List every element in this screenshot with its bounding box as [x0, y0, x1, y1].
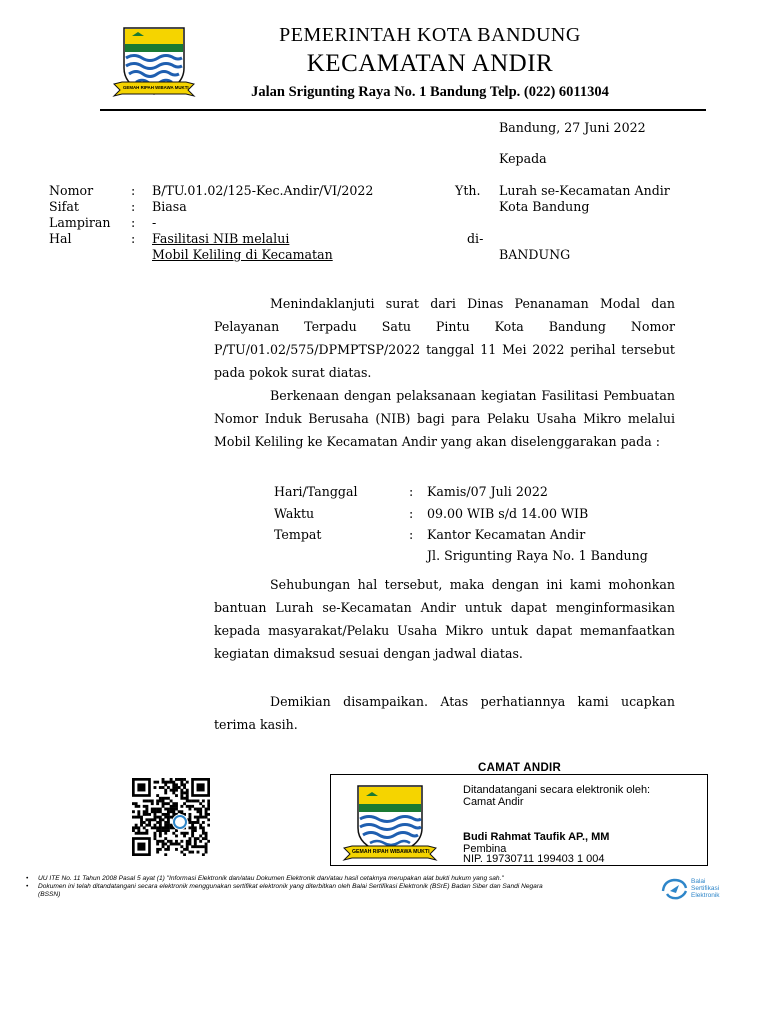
schedule-label-place: Tempat [274, 527, 322, 542]
recipient-line-2: Kota Bandung [499, 199, 590, 214]
qr-code [132, 778, 210, 856]
footer-note-2: Dokumen ini telah ditandatangani secara elektronik menggunakan sertifikat elektronik yang diterbitkan oleh Balai Sertifikasi Elektronik (BSrE) Badan Siber dan Sandi Negara [38, 883, 543, 890]
meta-value-hal-2: Mobil Keliling di Kecamatan [152, 247, 333, 262]
recipient-line-1: Lurah se-Kecamatan Andir [499, 183, 670, 198]
signer-name: Budi Rahmat Taufik AP., MM [463, 831, 610, 843]
kepada-label: Kepada [499, 151, 547, 166]
paragraph-2-text: Berkenaan dengan pelaksanaan kegiatan Fasilitasi Pembuatan Nomor Induk Berusaha (NIB) bagi para Pelaku Usaha Mikro melalui Mobil Keliling ke Kecamatan Andir yang akan diselenggarakan pada : [214, 388, 675, 449]
meta-label-nomor: Nomor [49, 183, 94, 198]
meta-sep: : [131, 231, 136, 246]
paragraph-1 [214, 292, 675, 384]
schedule-sep: : [409, 527, 414, 542]
paragraph-4 [214, 690, 675, 736]
schedule-sep: : [409, 484, 414, 499]
signature-title: CAMAT ANDIR [478, 762, 562, 774]
recipient-city: BANDUNG [499, 247, 571, 262]
signer-rank: Pembina [463, 843, 507, 855]
footer-bullet: • [26, 875, 29, 882]
kota-bandung-logo-small [340, 782, 440, 866]
meta-sep: : [131, 183, 136, 198]
bsre-line-3: Elektronik [691, 892, 720, 899]
schedule-value-place-2: Jl. Srigunting Raya No. 1 Bandung [427, 548, 648, 563]
bsre-line-2: Sertifikasi [691, 885, 720, 892]
bsre-line-1: Balai [691, 878, 706, 885]
meta-sep: : [131, 215, 136, 230]
meta-sep: : [131, 199, 136, 214]
signer-role: Camat Andir [463, 796, 524, 808]
footer-note-1: UU ITE No. 11 Tahun 2008 Pasal 5 ayat (1) "Informasi Elektronik dan/atau Dokumen Elektronik dan/atau hasil cetaknya merupakan alat bukti hukum yang sah." [38, 875, 504, 882]
schedule-value-time: 09.00 WIB s/d 14.00 WIB [427, 506, 589, 521]
meta-label-sifat: Sifat [49, 199, 79, 214]
paragraph-3 [214, 573, 675, 665]
paragraph-3-text: Sehubungan hal tersebut, maka dengan ini kami mohonkan bantuan Lurah se-Kecamatan Andir untuk dapat menginformasikan kepada masyarakat/Pelaku Usaha Mikro untuk dapat memanfaatkan kegiatan dimaksud sesuai dengan jadwal diatas. [214, 577, 675, 661]
government-name: PEMERINTAH KOTA BANDUNG [279, 24, 581, 46]
bsre-logo-icon [660, 877, 690, 901]
schedule-sep: : [409, 506, 414, 521]
yth-label: Yth. [455, 183, 481, 198]
logo-motto: GEMAH RIPAH WIBAWA MUKTI [123, 85, 189, 90]
paragraph-2 [214, 384, 675, 453]
schedule-label-date: Hari/Tanggal [274, 484, 358, 499]
meta-label-hal: Hal [49, 231, 72, 246]
meta-value-nomor: B/TU.01.02/125-Kec.Andir/VI/2022 [152, 183, 374, 198]
bsre-logo-text [691, 878, 720, 899]
footer-bullet: • [26, 883, 29, 890]
paragraph-4-text: Demikian disampaikan. Atas perhatiannya kami ucapkan terima kasih. [214, 694, 675, 732]
district-name: KECAMATAN ANDIR [306, 50, 554, 77]
meta-value-lampiran: - [152, 215, 157, 230]
logo-motto: GEMAH RIPAH WIBAWA MUKTI [352, 849, 430, 855]
meta-label-lampiran: Lampiran [49, 215, 111, 230]
paragraph-1-text: Menindaklanjuti surat dari Dinas Penanaman Modal dan Pelayanan Terpadu Satu Pintu Kota Bandung Nomor P/TU/01.02/575/DPMPTSP/2022 tanggal 11 Mei 2022 perihal tersebut pada pokok surat diatas. [214, 296, 675, 380]
schedule-value-place: Kantor Kecamatan Andir [427, 527, 586, 542]
signer-nip: NIP. 19730711 199403 1 004 [463, 853, 605, 865]
letter-date: Bandung, 27 Juni 2022 [499, 120, 646, 135]
letterhead-divider [100, 109, 706, 111]
meta-value-sifat: Biasa [152, 199, 187, 214]
letterhead-address: Jalan Srigunting Raya No. 1 Bandung Telp. (022) 6011304 [251, 84, 609, 100]
footer-note-2b: (BSSN) [38, 891, 61, 898]
di-label: di- [467, 231, 484, 246]
schedule-label-time: Waktu [274, 506, 315, 521]
schedule-value-date: Kamis/07 Juli 2022 [427, 484, 548, 499]
meta-value-hal: Fasilitasi NIB melalui [152, 231, 290, 246]
signed-electronically-text: Ditandatangani secara elektronik oleh: [463, 784, 651, 796]
